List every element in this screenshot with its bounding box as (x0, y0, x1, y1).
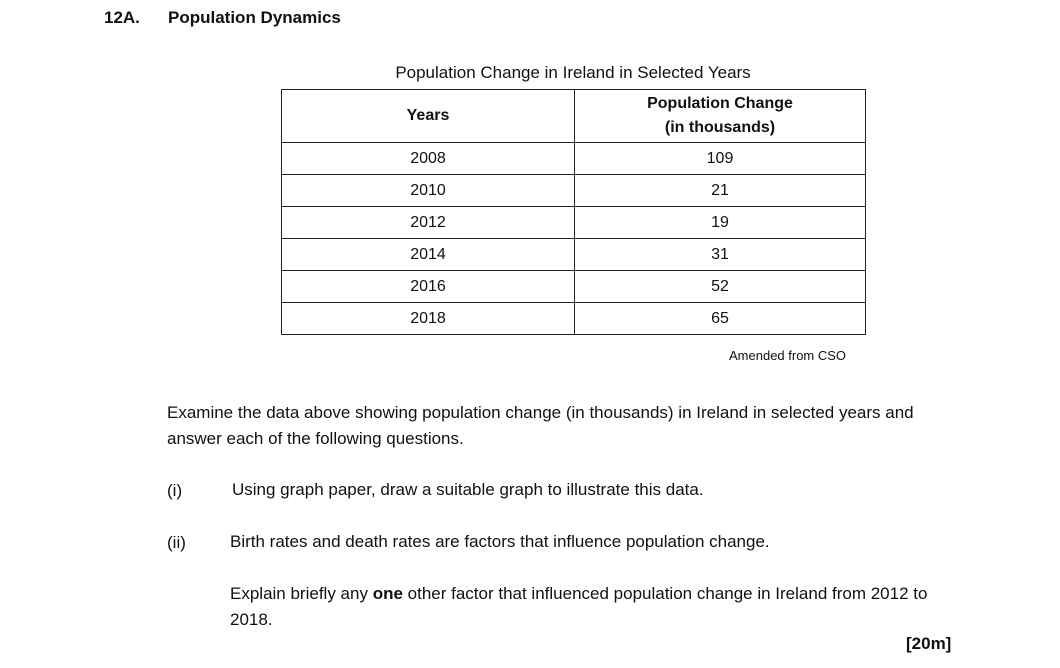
table-row (282, 207, 866, 239)
header-change-line1: Population Change (647, 95, 793, 112)
marks-allocation: [20m] (906, 634, 952, 653)
header-change-line2: (in thousands) (664, 119, 776, 136)
row-change: 31 (575, 239, 866, 271)
row-change: 52 (575, 271, 866, 303)
header-population-change (575, 90, 866, 143)
explain-after: other factor that influenced population change in Ireland from 2012 to 2018. (230, 584, 928, 629)
explain-before: Explain briefly any (230, 584, 373, 603)
part-i-text: Using graph paper, draw a suitable graph to illustrate this data. (232, 480, 704, 499)
header-years: Years (282, 90, 575, 143)
table-row (282, 303, 866, 335)
question-intro: Examine the data above showing population change (in thousands) in Ireland in selected years and answer each of the following questions. (167, 403, 914, 448)
row-year: 2012 (282, 207, 575, 239)
part-ii-explain (230, 581, 950, 633)
population-table (281, 89, 866, 335)
row-change: 21 (575, 175, 866, 207)
row-change: 65 (575, 303, 866, 335)
question-title: Population Dynamics (168, 8, 341, 27)
row-year: 2018 (282, 303, 575, 335)
explain-emphasis: one (372, 584, 403, 603)
row-year: 2008 (282, 143, 575, 175)
question-number: 12A. (104, 8, 140, 27)
table-row (282, 271, 866, 303)
table-header-row (282, 90, 866, 143)
table-caption: Population Change in Ireland in Selected Years (395, 63, 751, 82)
part-ii-text: Birth rates and death rates are factors that influence population change. (230, 532, 770, 551)
part-i-label: (i) (167, 481, 183, 500)
row-year: 2016 (282, 271, 575, 303)
row-year: 2014 (282, 239, 575, 271)
table-row (282, 175, 866, 207)
row-year: 2010 (282, 175, 575, 207)
row-change: 109 (575, 143, 866, 175)
part-ii-label: (ii) (167, 533, 186, 552)
table-source: Amended from CSO (729, 348, 847, 363)
row-change: 19 (575, 207, 866, 239)
table-row (282, 143, 866, 175)
table-row (282, 239, 866, 271)
